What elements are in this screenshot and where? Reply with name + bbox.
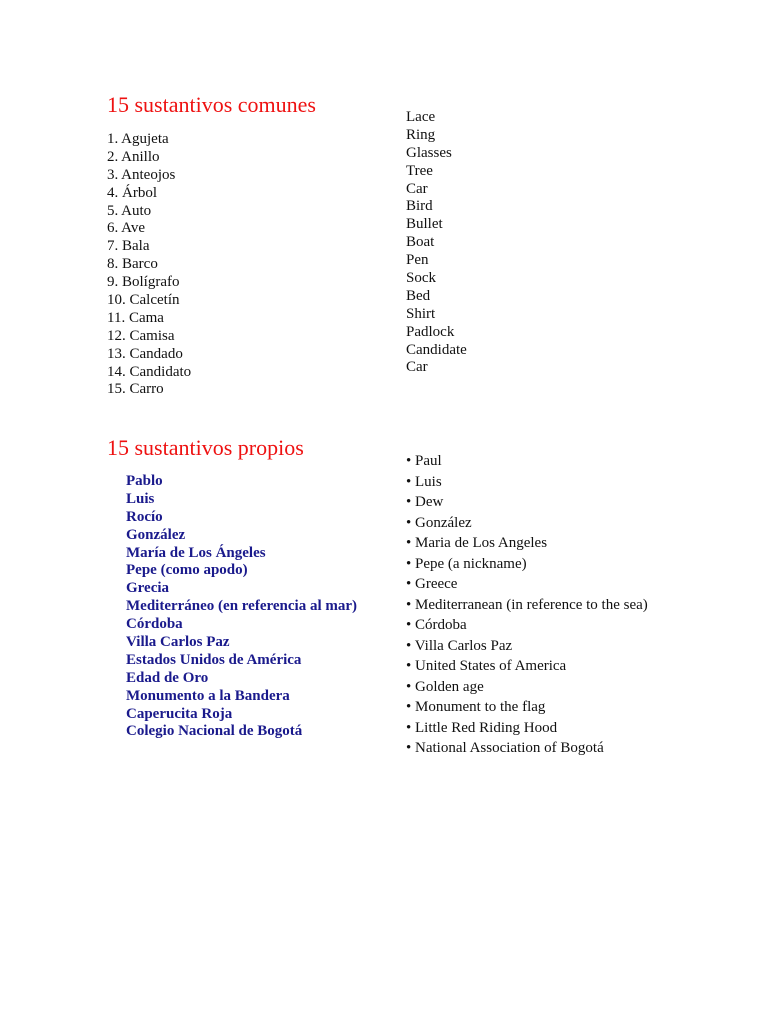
list-item: • González (406, 514, 472, 531)
list-item: Colegio Nacional de Bogotá (126, 723, 303, 740)
list-item: 15. Carro (107, 381, 164, 398)
list-item: Edad de Oro (126, 669, 209, 686)
list-item: • Mediterranean (in reference to the sea) (406, 596, 648, 613)
list-item: Candidate (406, 341, 467, 358)
list-item: 8. Barco (107, 256, 158, 273)
list-item: 13. Candado (107, 345, 183, 362)
list-item: • Golden age (406, 678, 484, 695)
list-item: • National Association of Bogotá (406, 740, 604, 756)
list-item: • Dew (406, 494, 444, 510)
list-item: Tree (406, 162, 433, 179)
list-item: 7. Bala (107, 238, 150, 255)
list-item: 14. Candidato (107, 363, 192, 380)
list-item: • Córdoba (406, 617, 467, 633)
proper-nouns-spanish-list (126, 473, 357, 741)
list-item: 10. Calcetín (107, 292, 180, 309)
list-item: Padlock (406, 323, 455, 340)
list-item: 11. Cama (107, 309, 164, 326)
list-item: Sock (406, 270, 436, 287)
list-item: Luis (126, 490, 155, 507)
list-item: Mediterráneo (en referencia al mar) (126, 598, 358, 615)
common-nouns-spanish-list (107, 131, 191, 399)
list-item: • Little Red Riding Hood (406, 719, 558, 736)
list-item: • Maria de Los Angeles (406, 535, 548, 551)
list-item: Ring (406, 126, 436, 143)
list-item: Bullet (406, 216, 443, 233)
list-item: • Monument to the flag (406, 699, 546, 715)
list-item: María de Los Ángeles (126, 544, 266, 561)
list-item: Córdoba (126, 616, 183, 633)
list-item: Pen (406, 252, 429, 269)
proper-nouns-english-list (406, 451, 648, 759)
list-item: Grecia (126, 580, 170, 597)
list-item: Car (406, 359, 428, 376)
list-item: Glasses (406, 144, 452, 161)
list-item: 5. Auto (107, 202, 152, 219)
list-item: • Paul (406, 453, 442, 469)
list-item: 9. Bolígrafo (107, 274, 180, 291)
list-item: 2. Anillo (107, 148, 160, 165)
list-item: • Luis (406, 473, 442, 490)
list-item: Car (406, 180, 428, 197)
list-item: 12. Camisa (107, 327, 175, 344)
list-item: Pepe (como apodo) (126, 562, 248, 579)
list-item: 1. Agujeta (107, 131, 169, 147)
list-item: Lace (406, 109, 436, 125)
list-item: Caperucita Roja (126, 705, 233, 722)
list-item: Bird (406, 198, 433, 215)
list-item: González (126, 526, 186, 543)
list-item: 4. Árbol (107, 184, 157, 201)
proper-nouns-heading: 15 sustantivos propios (107, 435, 304, 460)
list-item: • Villa Carlos Paz (406, 637, 513, 654)
list-item: Villa Carlos Paz (126, 634, 230, 651)
common-nouns-english-list (406, 109, 467, 377)
list-item: 3. Anteojos (107, 166, 176, 183)
list-item: Rocío (126, 508, 163, 525)
list-item: Estados Unidos de América (126, 651, 302, 668)
list-item: Shirt (406, 305, 436, 322)
common-nouns-heading: 15 sustantivos comunes (107, 92, 316, 117)
list-item: Monumento a la Bandera (126, 687, 290, 704)
list-item: Boat (406, 234, 435, 251)
list-item: Pablo (126, 473, 163, 489)
list-item: • Greece (406, 576, 458, 592)
list-item: Bed (406, 287, 431, 304)
list-item: • United States of America (406, 658, 567, 674)
list-item: • Pepe (a nickname) (406, 555, 527, 572)
list-item: 6. Ave (107, 220, 146, 237)
